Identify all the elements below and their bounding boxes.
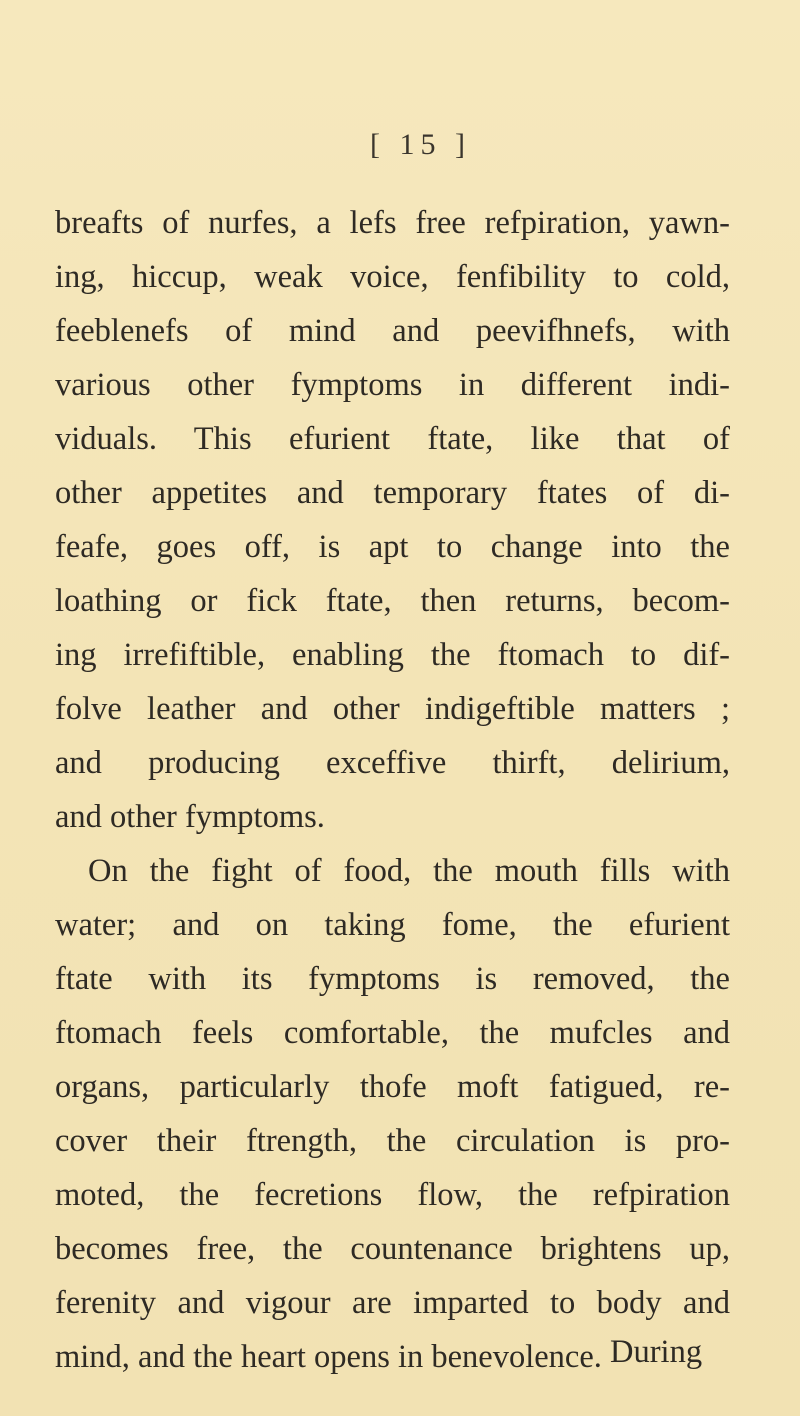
text-line: On the fight of food, the mouth fills with [88,853,730,889]
text-line: organs, particularly thofe moft fatigued, re- [55,1069,730,1105]
text-line: other appetites and temporary ftates of di- [55,475,730,511]
text-line: cover their ftrength, the circulation is pro- [55,1123,730,1159]
text-line: breafts of nurfes, a lefs free refpiration, yawn- [55,205,730,241]
text-line: various other fymptoms in different indi- [55,367,730,403]
catchword: During [610,1334,703,1370]
text-line: mind, and the heart opens in benevolence. [55,1339,602,1375]
text-line: ferenity and vigour are imparted to body and [55,1285,730,1321]
body-text [55,196,730,1384]
text-line: and other fymptoms. [55,799,325,835]
text-line: moted, the fecretions flow, the refpiration [55,1177,730,1213]
text-line: ing irrefiftible, enabling the ftomach to dif- [55,637,730,673]
text-line: ing, hiccup, weak voice, fenfibility to cold, [55,259,730,295]
text-line: viduals. This efurient ftate, like that of [55,421,730,457]
text-line: ftomach feels comfortable, the mufcles and [55,1015,730,1051]
text-line: ftate with its fymptoms is removed, the [55,961,730,997]
text-line: feeblenefs of mind and peevifhnefs, with [55,313,730,349]
text-line: water; and on taking fome, the efurient [55,907,730,943]
text-line: becomes free, the countenance brightens up, [55,1231,730,1267]
text-line: and producing exceffive thirft, delirium, [55,745,730,781]
text-line: folve leather and other indigeftible matters ; [55,691,730,727]
page-number: [ 15 ] [370,128,471,161]
text-line: loathing or fick ftate, then returns, becom- [55,583,730,619]
text-line: feafe, goes off, is apt to change into the [55,529,730,565]
